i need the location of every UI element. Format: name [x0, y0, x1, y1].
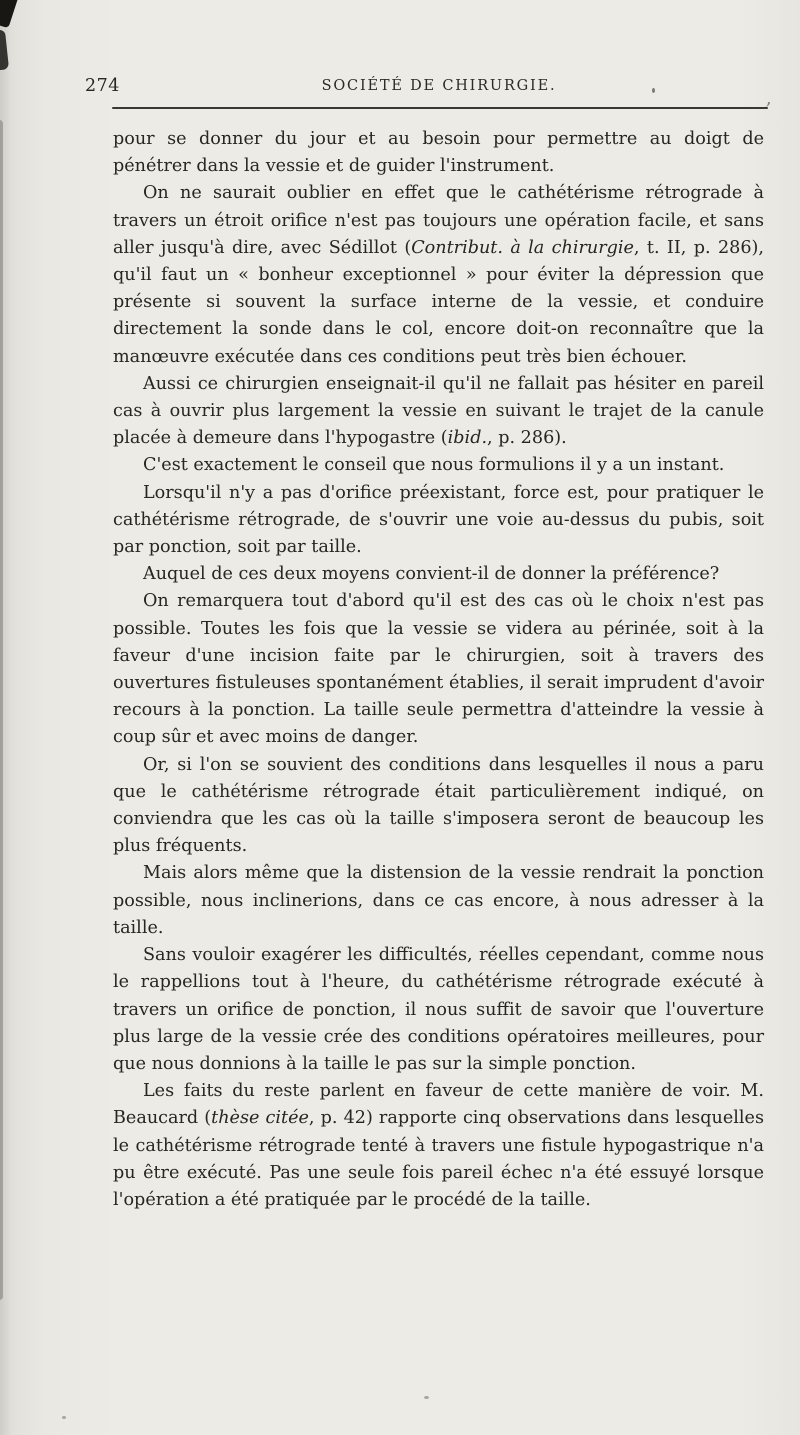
text-segment: Mais alors même que la distension de la vessie rendrait la ponction possible, nous inclinerions, dans ce cas encore, à nous adresser à la taille.: [113, 863, 764, 938]
text-segment: , p. 286).: [487, 428, 567, 449]
text-segment: C'est exactement le conseil que nous formulions il y a un instant.: [143, 455, 725, 476]
paragraph: [113, 860, 764, 942]
paragraph: [113, 480, 764, 562]
citation-text: ibid.: [447, 428, 488, 449]
text-segment: Sans vouloir exagérer les difficultés, réelles cependant, comme nous le rappellions tout à l'heure, du cathétérisme rétrograde exécuté à travers un orifice de ponction, il nous suffit de savoir que l'ouverture plus large de la vessie crée des conditions opératoires meilleures, pour que nous donnions à la taille le pas sur la simple ponction.: [113, 945, 764, 1074]
text-block: [113, 126, 764, 1214]
citation-text: Contribut. à la chirurgie: [411, 237, 634, 258]
paragraph: [113, 942, 764, 1078]
paragraph: [113, 752, 764, 861]
text-segment: , p. 42) rapporte cinq observations dans lesquelles le cathétérisme rétrograde tenté à travers une fistule hypogastrique n'a pu être exécuté. Pas une seule fois pareil échec n'a été essuyé lorsque l'opération a été pratiquée par le procédé de la taille.: [113, 1108, 764, 1210]
text-segment: Lorsqu'il n'y a pas d'orifice préexistant, force est, pour pratiquer le cathétérisme rétrograde, de s'ouvrir une voie au-dessus du pubis, soit par ponction, soit par taille.: [113, 482, 764, 558]
scan-artifact: [0, 29, 9, 70]
text-segment: On ne saurait oublier en effet que le cathétérisme rétrograde à travers un étroit orifice n'est pas toujours une opération facile, et sans aller jusqu'à dire, avec Sédillot (: [113, 183, 764, 258]
scan-artifact: [0, 0, 19, 28]
paragraph: [113, 452, 764, 479]
paragraph: [113, 180, 764, 370]
page-number: 274: [85, 76, 120, 96]
citation-text: thèse citée: [211, 1108, 309, 1129]
text-segment: pour se donner du jour et au besoin pour permettre au doigt de pénétrer dans la vessie et de guider l'instrument.: [113, 129, 764, 177]
paragraph: [113, 126, 764, 180]
text-segment: Aussi ce chirurgien enseignait-il qu'il ne fallait pas hésiter en pareil cas à ouvrir plus largement la vessie en suivant le trajet de la canule placée à demeure dans l'hypogastre (: [113, 373, 764, 449]
page-header: [85, 76, 765, 100]
text-segment: Les faits du reste parlent en faveur de cette manière de voir. M. Beaucard (: [113, 1081, 764, 1129]
paragraph: [113, 588, 764, 751]
paragraph: [113, 371, 764, 453]
text-segment: On remarquera tout d'abord qu'il est des cas où le choix n'est pas possible. Toutes les fois que la vessie se videra au périnée, soit à la faveur d'une incision faite par le chirurgien, soit à travers des ouvertures fistuleuses spontanément établies, il serait imprudent d'avoir recours à la ponction. La taille seule permettra d'atteindre la vessie à coup sûr et avec moins de danger.: [113, 591, 764, 748]
text-segment: , t. II, p. 286), qu'il faut un « bonheur exceptionnel » pour éviter la dépression que présente si souvent la surface interne de la vessie, et conduire directement la sonde dans le col, encore doit-on reconnaître que la manœuvre exécutée dans ces conditions peut très bien échouer.: [113, 237, 764, 367]
scan-speck: [424, 1396, 429, 1399]
scan-speck: [62, 1416, 66, 1419]
scan-edge-shadow: [0, 120, 3, 1300]
text-segment: Auquel de ces deux moyens convient-il de donner la préférence?: [143, 564, 720, 585]
header-rule: [112, 107, 768, 109]
text-segment: Or, si l'on se souvient des conditions dans lesquelles il nous a paru que le cathétérisme rétrograde était particulièrement indiqué, on conviendra que les cas où la taille s'imposera seront de beaucoup les plus fréquents.: [113, 754, 764, 857]
running-title: SOCIÉTÉ DE CHIRURGIE.: [321, 78, 557, 94]
paragraph: [113, 1078, 764, 1214]
paragraph: [113, 561, 764, 588]
